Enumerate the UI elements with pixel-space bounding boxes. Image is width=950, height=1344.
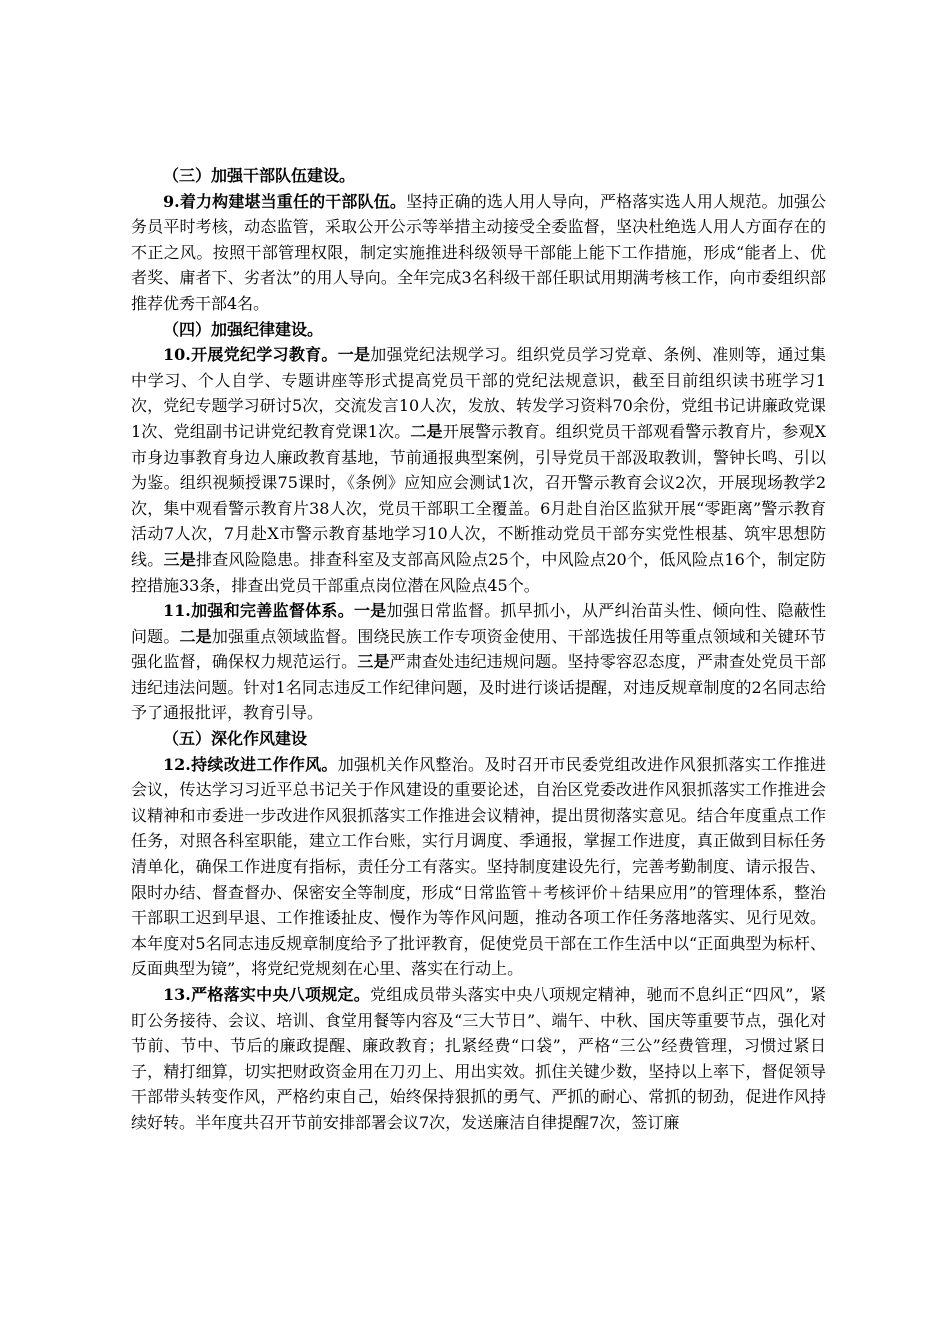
ordinal-marker: 二是 [179,626,212,646]
section-heading: （三）加强干部队伍建设。 [163,166,356,185]
paragraph-text: 排查风险隐患。排查科室及支部高风险点25个，中风险点20个，低风险点16个，制定防控措施33条，排查出党员干部重点岗位潜在风险点45个。 [131,549,826,595]
section-heading: （五）深化作风建设 [163,729,308,749]
paragraph-lead: 9.着力构建堪当重任的干部队伍。 [163,191,407,211]
paragraph-text: 开展警示教育。组织党员干部观看警示教育片，参观X市身边事教育身边人廉政教育基地，节前通报典型案例，引导党员干部汲取教训，警钟长鸣、引以为鉴。组织视频授课75课时，《条例》应知应会测试1次，召开警示教育会议2次，开展现场教学2次，集中观看警示教育片38人次，党员干部职工全覆盖。6月赴自治区监狱开展“零距离”警示教育活动7人次，7月赴X市警示教育基地学习10人次，不断推动党员干部夯实党性根基、筑牢思想防线。 [131,421,826,569]
body-paragraph [131,342,826,598]
ordinal-marker: 三是 [357,652,390,672]
body-paragraph [131,752,826,982]
document-page [131,163,826,1136]
paragraph-lead: 11.加强和完善监督体系。 [163,601,354,621]
paragraph-lead: 12.持续改进工作作风。 [163,754,338,774]
body-paragraph [131,189,826,317]
paragraph-lead: 13.严格落实中央八项规定。 [163,985,371,1004]
ordinal-marker: 一是 [337,345,371,365]
paragraph-text: 严肃查处违纪违规问题。坚持零容忍态度，严肃查处党员干部违纪违法问题。针对1名同志违反工作纪律问题，及时进行谈话提醒，对违反规章制度的2名同志给予了通报批评，教育引导。 [131,652,826,723]
section-heading: （四）加强纪律建设。 [163,319,324,339]
paragraph-text: 加强日常监督。抓早抓小，从严纠治苗头性、倾向性、隐蔽性问题。 [131,601,826,646]
ordinal-marker: 三是 [163,549,196,569]
paragraph-text: 加强重点领域监督。围绕民族工作专项资金使用、干部选拔任用等重点领域和关键环节强化监督，确保权力规范运行。 [131,626,826,672]
body-paragraph [131,982,826,1136]
body-paragraph [131,598,826,726]
paragraph-text: 加强党纪法规学习。组织党员学习党章、条例、准则等，通过集中学习、个人自学、专题讲座等形式提高党员干部的党纪法规意识，截至目前组织读书班学习1次，党纪专题学习研讨5次，交流发言10人次，发放、转发学习资料70余份，党组书记讲廉政党课1次、党组副书记讲党纪教育党课1次。 [131,345,826,441]
paragraph-text: 加强机关作风整治。及时召开市民委党组改进作风狠抓落实工作推进会议，传达学习习近平总书记关于作风建设的重要论述，自治区党委改进作风狠抓落实工作推进会议精神和市委进一步改进作风狠抓落实工作推进会议精神，提出贯彻落实意见。结合年度重点工作任务，对照各科室职能，建立工作台账，实行月调度、季通报，掌握工作进度，真正做到目标任务清单化，确保工作进度有指标，责任分工有落实。坚持制度建设先行，完善考勤制度、请示报告、限时办结、督查督办、保密安全等制度，形成“日常监管＋考核评价＋结果应用”的管理体系，整治干部职工迟到早退、工作推诿扯皮、慢作为等作风问题，推动各项工作任务落地落实、见行见效。本年度对5名同志违反规章制度给予了批评教育，促使党员干部在工作生活中以“正面典型为标杆、反面典型为镜”，将党纪党规刻在心里、落实在行动上。 [131,754,826,979]
paragraph-text: 坚持正确的选人用人导向，严格落实选人用人规范。加强公务员平时考核，动态监管，采取公开公示等举措主动接受全委监督，坚决杜绝选人用人方面存在的不正之风。按照干部管理权限，制定实施推进科级领导干部能上能下工作措施，形成“能者上、优者奖、庸者下、劣者汰”的用人导向。全年完成3名科级干部任职试用期满考核工作，向市委组织部推荐优秀干部4名。 [131,191,826,313]
paragraph-lead: 10.开展党纪学习教育。 [163,345,338,365]
ordinal-marker: 一是 [353,601,387,621]
paragraph-text: 党组成员带头落实中央八项规定精神，驰而不息纠正“四风”，紧盯公务接待、会议、培训、食堂用餐等内容及“三大节日”、端午、中秋、国庆等重要节点，强化对节前、节中、节后的廉政提醒、廉政教育；扎紧经费“口袋”，严格“三公”经费管理，习惯过紧日子，精打细算，切实把财政资金用在刀刃上、用出实效。抓住关键少数，坚持以上率下，督促领导干部带头转变作风，严格约束自己，始终保持狠抓的勇气、严抓的耐心、常抓的韧劲，促进作风持续好转。半年度共召开节前安排部署会议7次，发送廉洁自律提醒7次，签订廉 [131,985,826,1132]
ordinal-marker: 二是 [410,421,443,441]
